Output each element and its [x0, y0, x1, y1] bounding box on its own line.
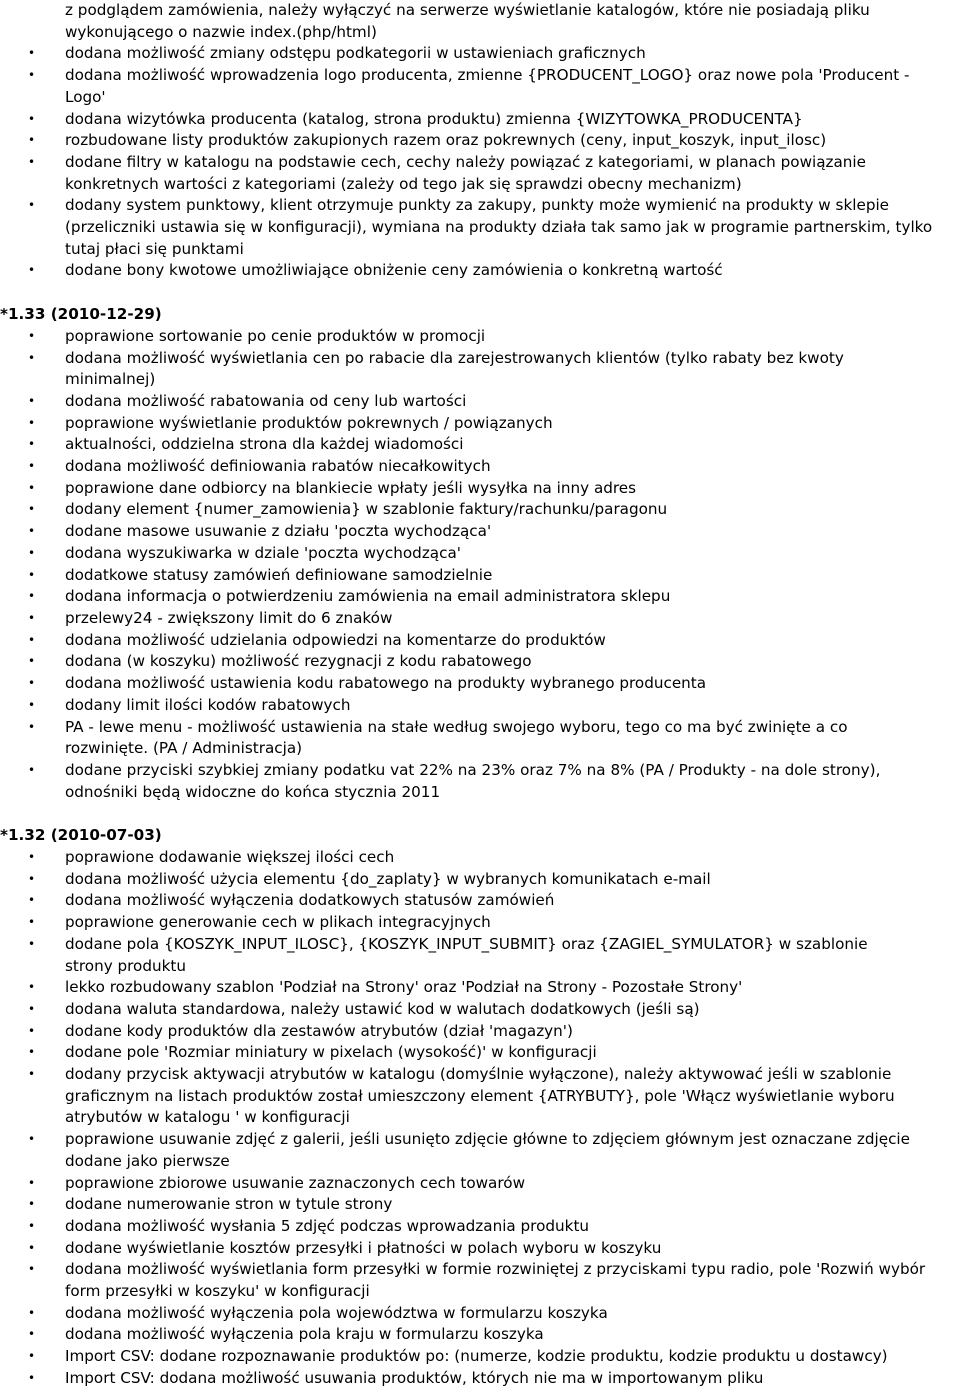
list-item: [0, 651, 945, 673]
list-item: [0, 43, 945, 65]
section-list: [0, 326, 960, 803]
bullet-icon: •: [28, 502, 36, 517]
list-item: [0, 890, 945, 912]
list-item-text: dodany system punktowy, klient otrzymuje punkty za zakupy, punkty może wymienić na produkty w sklepie (przeliczniki ustawia się w konfiguracji), wymiana na produkty działa tak samo jak w programie partnerskim, tylko tutaj płaci się punktami: [65, 196, 933, 258]
section-heading: *1.32 (2010-07-03): [0, 826, 162, 845]
list-item-text: poprawione zbiorowe usuwanie zaznaczonych cech towarów: [65, 1173, 525, 1192]
list-item: [0, 65, 945, 108]
bullet-icon: •: [28, 545, 36, 560]
list-item-text: dodana wizytówka producenta (katalog, strona produktu) zmienna {WIZYTOWKA_PRODUCENTA}: [65, 109, 803, 128]
list-item: [0, 1346, 945, 1368]
bullet-icon: •: [28, 676, 36, 691]
list-item-text: dodane pola {KOSZYK_INPUT_ILOSC}, {KOSZYK_INPUT_SUBMIT} oraz {ZAGIEL_SYMULATOR} w szablonie strony produktu: [65, 934, 868, 975]
bullet-icon: •: [28, 762, 36, 777]
bullet-icon: •: [28, 1175, 36, 1190]
bullet-icon: •: [28, 980, 36, 995]
list-item: [0, 695, 945, 717]
bullet-icon: •: [28, 1023, 36, 1038]
bullet-icon: •: [28, 1349, 36, 1364]
list-item: [0, 586, 945, 608]
list-item: [0, 413, 945, 435]
list-item: [0, 977, 945, 999]
list-item: [0, 195, 945, 260]
list-item-text: dodane bony kwotowe umożliwiające obniżenie ceny zamówienia o konkretną wartość: [65, 261, 723, 280]
list-item: [0, 130, 945, 152]
bullet-icon: •: [28, 459, 36, 474]
list-item-text: dodana możliwość wyświetlania form przesyłki w formie rozwiniętej z przyciskami typu radio, pole 'Rozwiń wybór form przesyłki w koszyku' w konfiguracji: [65, 1260, 926, 1301]
list-item: [0, 760, 945, 803]
list-item: [0, 1216, 945, 1238]
bullet-icon: •: [28, 871, 36, 886]
intro-list: [0, 43, 960, 282]
list-item: [0, 478, 945, 500]
list-item-text: lekko rozbudowany szablon 'Podział na Strony' oraz 'Podział na Strony - Pozostałe Strony': [65, 978, 743, 997]
list-item: [0, 152, 945, 195]
list-item-text: dodana informacja o potwierdzeniu zamówienia na email administratora sklepu: [65, 587, 671, 606]
list-item: [0, 673, 945, 695]
bullet-icon: •: [28, 936, 36, 951]
bullet-icon: •: [28, 198, 36, 213]
list-item: [0, 109, 945, 131]
bullet-icon: •: [28, 1197, 36, 1212]
list-item: [0, 847, 945, 869]
list-item: [0, 1324, 945, 1346]
list-item: [0, 934, 945, 977]
list-item-text: dodana możliwość wysłania 5 zdjęć podczas wprowadzania produktu: [65, 1216, 590, 1235]
bullet-icon: •: [28, 850, 36, 865]
list-item: [0, 999, 945, 1021]
list-item-text: dodana możliwość ustawienia kodu rabatowego na produkty wybranego producenta: [65, 674, 707, 693]
list-item: [0, 348, 945, 391]
list-item-text: dodany limit ilości kodów rabatowych: [65, 695, 351, 714]
list-item-text: dodana możliwość wyświetlania cen po rabacie dla zarejestrowanych klientów (tylko rabaty bez kwoty minimalnej): [65, 348, 844, 389]
list-item: [0, 1129, 945, 1172]
bullet-icon: •: [28, 915, 36, 930]
bullet-icon: •: [28, 415, 36, 430]
list-item-text: poprawione wyświetlanie produktów pokrewnych / powiązanych: [65, 413, 553, 432]
bullet-icon: •: [28, 1001, 36, 1016]
bullet-icon: •: [28, 1132, 36, 1147]
list-item: [0, 1173, 945, 1195]
list-item-text: dodane wyświetlanie kosztów przesyłki i płatności w polach wyboru w koszyku: [65, 1238, 662, 1257]
list-item-text: dodane kody produktów dla zestawów atrybutów (dział 'magazyn'): [65, 1021, 573, 1040]
list-item-text: dodana możliwość zmiany odstępu podkategorii w ustawieniach graficznych: [65, 44, 646, 63]
list-item: [0, 1303, 945, 1325]
list-item-text: poprawione dodawanie większej ilości cech: [65, 848, 395, 867]
list-item: [0, 260, 945, 282]
list-item-text: dodany element {numer_zamowienia} w szablonie faktury/rachunku/paragonu: [65, 500, 668, 519]
list-item-text: dodana (w koszyku) możliwość rezygnacji z kodu rabatowego: [65, 652, 532, 671]
changelog-sections: [0, 304, 960, 1389]
bullet-icon: •: [28, 1305, 36, 1320]
list-item-text: dodana wyszukiwarka w dziale 'poczta wychodząca': [65, 543, 461, 562]
bullet-icon: •: [28, 893, 36, 908]
bullet-icon: •: [28, 1327, 36, 1342]
list-item-text: dodane przyciski szybkiej zmiany podatku vat 22% na 23% oraz 7% na 8% (PA / Produkty - na dole strony), odnośniki będą widoczne do końca stycznia 2011: [65, 760, 881, 801]
list-item-text: dodana możliwość wyłączenia pola województwa w formularzu koszyka: [65, 1303, 608, 1322]
list-item: [0, 391, 945, 413]
bullet-icon: •: [28, 719, 36, 734]
list-item-text: dodane numerowanie stron w tytule strony: [65, 1195, 393, 1214]
bullet-icon: •: [28, 589, 36, 604]
list-item-text: dodana możliwość wprowadzenia logo producenta, zmienne {PRODUCENT_LOGO} oraz nowe pola 'Producent - Logo': [65, 66, 910, 106]
bullet-icon: •: [28, 437, 36, 452]
list-item-text: rozbudowane listy produktów zakupionych razem oraz pokrewnych (ceny, input_koszyk, input_ilosc): [65, 131, 827, 150]
list-item: [0, 456, 945, 478]
list-item: [0, 1194, 945, 1216]
list-item-text: dodatkowe statusy zamówień definiowane samodzielnie: [65, 565, 493, 584]
list-item-text: dodana możliwość wyłączenia dodatkowych statusów zamówień: [65, 891, 555, 910]
list-item: [0, 326, 945, 348]
list-item-text: dodane masowe usuwanie z działu 'poczta wychodząca': [65, 522, 492, 541]
bullet-icon: •: [28, 263, 36, 278]
list-item-text: dodana waluta standardowa, należy ustawić kod w walutach dodatkowych (jeśli są): [65, 999, 700, 1018]
bullet-icon: •: [28, 328, 36, 343]
list-item: [0, 499, 945, 521]
bullet-icon: •: [28, 350, 36, 365]
bullet-icon: •: [28, 46, 36, 61]
list-item: [0, 630, 945, 652]
bullet-icon: •: [28, 133, 36, 148]
list-item: [0, 912, 945, 934]
bullet-icon: •: [28, 1262, 36, 1277]
section-heading: *1.33 (2010-12-29): [0, 305, 162, 324]
list-item: [0, 434, 945, 456]
bullet-icon: •: [28, 567, 36, 582]
bullet-icon: •: [28, 610, 36, 625]
bullet-icon: •: [28, 1218, 36, 1233]
list-item: [0, 521, 945, 543]
bullet-icon: •: [28, 654, 36, 669]
list-item: [0, 717, 945, 760]
bullet-icon: •: [28, 1045, 36, 1060]
list-item-text: dodana możliwość definiowania rabatów niecałkowitych: [65, 457, 491, 476]
list-item: [0, 1042, 945, 1064]
list-item-text: aktualności, oddzielna strona dla każdej wiadomości: [65, 435, 464, 454]
continuation-text: z podglądem zamówienia, należy wyłączyć na serwerze wyświetlanie katalogów, które nie posiadają pliku wykonującego o nazwie index.(php/html): [65, 1, 870, 41]
bullet-icon: •: [28, 154, 36, 169]
list-item: [0, 1368, 945, 1390]
list-item-text: dodana możliwość wyłączenia pola kraju w formularzu koszyka: [65, 1325, 544, 1344]
list-item-text: dodane filtry w katalogu na podstawie cech, cechy należy powiązać z kategoriami, w planach powiązanie konkretnych wartości z kategoriami (zależy od tego jak się sprawdzi obecny mechanizm): [65, 152, 866, 193]
list-item-text: poprawione sortowanie po cenie produktów w promocji: [65, 326, 486, 345]
list-item-text: poprawione usuwanie zdjęć z galerii, jeśli usunięto zdjęcie główne to zdjęciem głównym jest oznaczane zdjęcie dodane jako pierwsze: [65, 1130, 910, 1170]
list-item-text: dodany przycisk aktywacji atrybutów w katalogu (domyślnie wyłączone), należy aktywować jeśli w szablonie graficznym na listach produktów został umieszczony element {ATRYBUTY}, pole 'Włącz wyświetlanie wyboru atrybutów w katalogu ' w konfiguracji: [65, 1065, 895, 1127]
bullet-icon: •: [28, 524, 36, 539]
list-item-text: poprawione dane odbiorcy na blankiecie wpłaty jeśli wysyłka na inny adres: [65, 478, 637, 497]
bullet-icon: •: [28, 1067, 36, 1082]
section-list: [0, 847, 960, 1390]
bullet-icon: •: [28, 697, 36, 712]
bullet-icon: •: [28, 68, 36, 83]
list-item-text: dodana możliwość udzielania odpowiedzi na komentarze do produktów: [65, 630, 606, 649]
list-item-text: dodane pole 'Rozmiar miniatury w pixelach (wysokość)' w konfiguracji: [65, 1043, 597, 1062]
bullet-icon: •: [28, 1240, 36, 1255]
list-item-text: Import CSV: dodana możliwość usuwania produktów, których nie ma w importowanym pliku: [65, 1368, 764, 1387]
list-item: [0, 1064, 945, 1129]
list-item-text: dodana możliwość rabatowania od ceny lub wartości: [65, 391, 467, 410]
list-item: [0, 1021, 945, 1043]
list-item: [0, 543, 945, 565]
bullet-icon: •: [28, 393, 36, 408]
list-item: [0, 608, 945, 630]
bullet-icon: •: [28, 480, 36, 495]
bullet-icon: •: [28, 632, 36, 647]
list-item-text: dodana możliwość użycia elementu {do_zaplaty} w wybranych komunikatach e-mail: [65, 869, 711, 888]
bullet-icon: •: [28, 111, 36, 126]
list-item-text: PA - lewe menu - możliwość ustawienia na stałe według swojego wyboru, tego co ma być zwinięte a co rozwinięte. (PA / Administracja): [65, 717, 848, 758]
list-item-text: przelewy24 - zwiększony limit do 6 znaków: [65, 608, 393, 627]
list-item: [0, 565, 945, 587]
list-item: [0, 869, 945, 891]
list-item: [0, 1238, 945, 1260]
bullet-icon: •: [28, 1370, 36, 1385]
list-item-text: poprawione generowanie cech w plikach integracyjnych: [65, 913, 491, 932]
list-item: [0, 1259, 945, 1302]
list-item-text: Import CSV: dodane rozpoznawanie produktów po: (numerze, kodzie produktu, kodzie produktu u dostawcy): [65, 1347, 888, 1366]
